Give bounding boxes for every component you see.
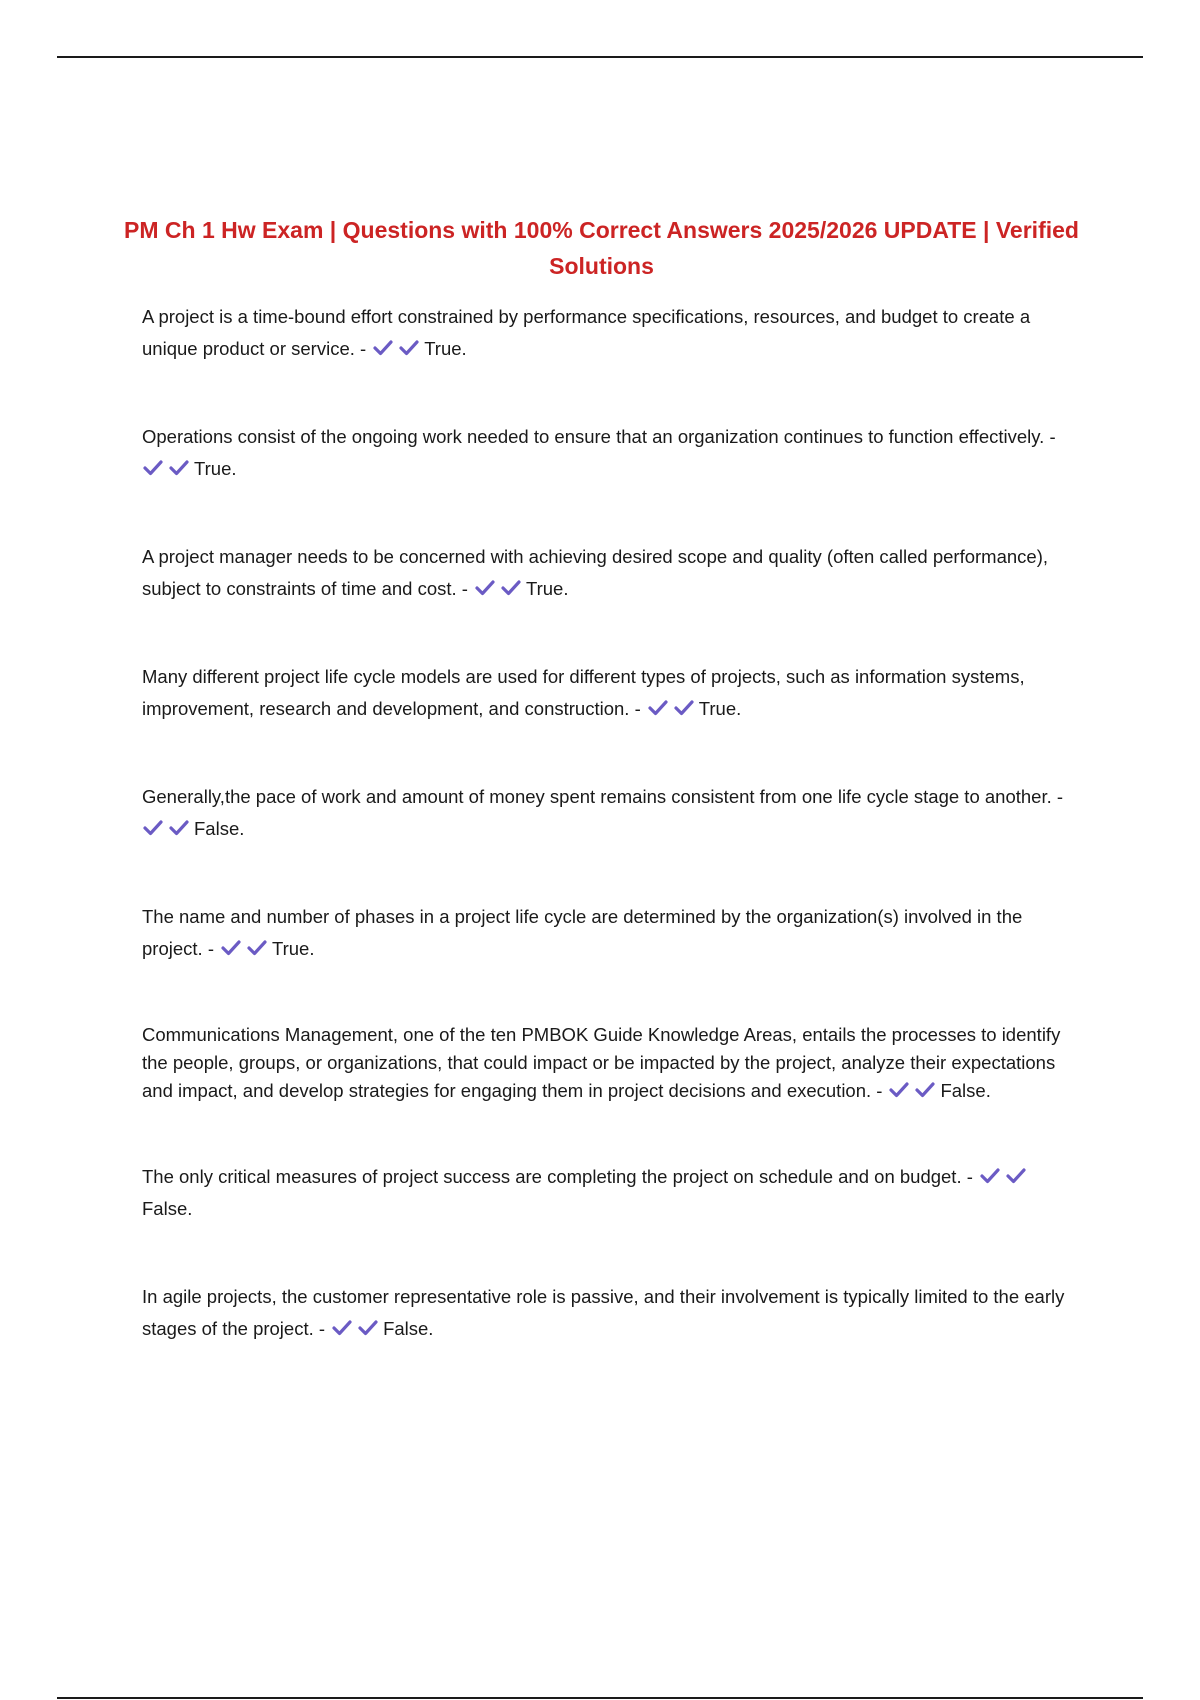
top-rule bbox=[57, 56, 1143, 58]
check-mark-icon bbox=[372, 339, 394, 357]
check-mark-icon bbox=[220, 939, 242, 957]
answer-text: False. bbox=[383, 1318, 434, 1339]
check-mark-icon bbox=[331, 1319, 353, 1337]
qa-item bbox=[142, 421, 1072, 485]
check-mark-icon bbox=[142, 819, 164, 837]
qa-item bbox=[142, 901, 1072, 965]
separator: - bbox=[876, 1080, 883, 1101]
separator: - bbox=[1056, 786, 1064, 807]
answer-text: True. bbox=[525, 578, 569, 599]
separator: - bbox=[634, 698, 641, 719]
answer-text: False. bbox=[940, 1080, 991, 1101]
question-text: Communications Management, one of the ten PMBOK Guide Knowledge Areas, entails the processes to identify the people, groups, or organizations, that could impact or be impacted by the project, analyze their expectations and impact, and develop strategies for engaging them in project decisions and execution. bbox=[142, 1024, 1061, 1101]
separator: - bbox=[318, 1318, 326, 1339]
answer-text: True. bbox=[424, 338, 467, 359]
separator: - bbox=[461, 578, 468, 599]
check-mark-icon bbox=[398, 339, 420, 357]
qa-item bbox=[142, 1281, 1072, 1345]
qa-item bbox=[142, 661, 1072, 725]
question-text: Operations consist of the ongoing work needed to ensure that an organization continues to function effectively. bbox=[142, 426, 1045, 447]
question-text: A project is a time-bound effort constrained by performance specifications, resources, and budget to create a unique product or service. bbox=[142, 306, 1031, 359]
check-mark-icon bbox=[888, 1081, 910, 1099]
qa-item bbox=[142, 301, 1072, 365]
separator: - bbox=[966, 1166, 973, 1187]
qa-item bbox=[142, 1161, 1072, 1225]
check-mark-icon bbox=[142, 459, 164, 477]
page-title: PM Ch 1 Hw Exam | Questions with 100% Correct Answers 2025/2026 UPDATE | Verified Solutions bbox=[124, 217, 1079, 279]
question-text: Generally,the pace of work and amount of money spent remains consistent from one life cycle stage to another. bbox=[142, 786, 1052, 807]
check-mark-icon bbox=[673, 699, 695, 717]
question-text: The only critical measures of project success are completing the project on schedule and on budget. bbox=[142, 1166, 962, 1187]
question-text: In agile projects, the customer representative role is passive, and their involvement is typically limited to the early stages of the project. bbox=[142, 1286, 1065, 1339]
check-mark-icon bbox=[979, 1167, 1001, 1185]
qa-item bbox=[142, 781, 1072, 845]
check-mark-icon bbox=[246, 939, 268, 957]
check-mark-icon bbox=[914, 1081, 936, 1099]
bottom-rule bbox=[57, 1697, 1143, 1699]
answer-text: True. bbox=[194, 458, 237, 479]
question-text: A project manager needs to be concerned with achieving desired scope and quality (often called performance), subject to constraints of time and cost. bbox=[142, 546, 1049, 599]
qa-list bbox=[142, 301, 1072, 1401]
check-mark-icon bbox=[500, 579, 522, 597]
check-mark-icon bbox=[168, 819, 190, 837]
question-text: The name and number of phases in a project life cycle are determined by the organization(s) involved in the project. bbox=[142, 906, 1023, 959]
answer-text: False. bbox=[142, 1198, 193, 1219]
answer-text: True. bbox=[271, 938, 315, 959]
question-text: Many different project life cycle models are used for different types of projects, such as information systems, improvement, research and development, and construction. bbox=[142, 666, 1025, 719]
separator: - bbox=[1049, 426, 1056, 447]
check-mark-icon bbox=[168, 459, 190, 477]
check-mark-icon bbox=[474, 579, 496, 597]
check-mark-icon bbox=[647, 699, 669, 717]
answer-text: True. bbox=[698, 698, 742, 719]
separator: - bbox=[360, 338, 367, 359]
answer-text: False. bbox=[194, 818, 245, 839]
qa-item bbox=[142, 541, 1072, 605]
separator: - bbox=[207, 938, 214, 959]
check-mark-icon bbox=[357, 1319, 379, 1337]
qa-item bbox=[142, 1021, 1072, 1105]
check-mark-icon bbox=[1005, 1167, 1027, 1185]
